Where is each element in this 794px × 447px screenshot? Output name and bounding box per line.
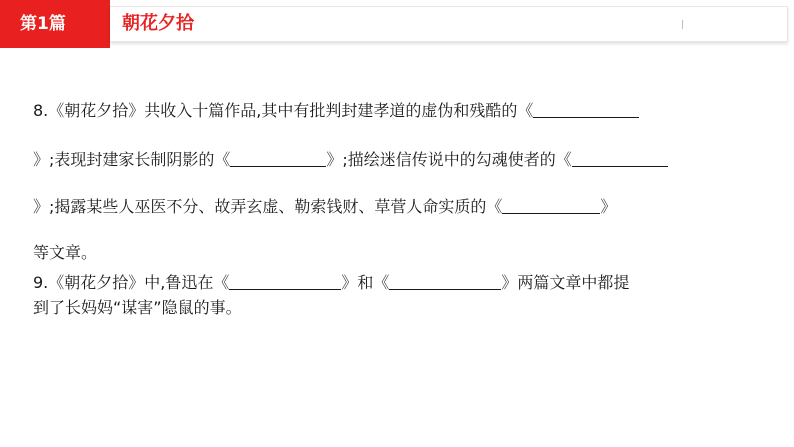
q8-line-4-text: 等文章。 — [33, 243, 98, 262]
answer-blank-1[interactable] — [533, 103, 639, 118]
answer-blank-5[interactable] — [229, 275, 341, 290]
answer-blank-4[interactable] — [502, 199, 600, 214]
q8-line-3 — [33, 197, 616, 217]
q8-line-3-text-b: 》 — [600, 197, 617, 216]
header-bar — [0, 0, 794, 48]
q8-line-1 — [33, 101, 639, 121]
title-box — [110, 6, 788, 42]
chapter-tab[interactable] — [0, 0, 110, 48]
q9-line-1-text-b: 》和《 — [341, 273, 390, 292]
q9-line-1 — [33, 273, 629, 293]
q8-line-2-text-b: 》;描绘迷信传说中的勾魂使者的《 — [326, 150, 572, 169]
page-title: 朝花夕拾 — [122, 13, 194, 34]
answer-blank-6[interactable] — [389, 275, 501, 290]
answer-blank-3[interactable] — [572, 152, 668, 167]
divider-tick — [682, 20, 683, 29]
q9-line-1-text-a: 9.《朝花夕拾》中,鲁迅在《 — [33, 273, 230, 292]
q8-line-4 — [33, 243, 97, 263]
q8-line-2 — [33, 150, 668, 170]
q9-line-2 — [33, 298, 242, 318]
chapter-tab-label: 第1篇 — [20, 14, 66, 34]
q8-line-2-text-a: 》;表现封建家长制阴影的《 — [33, 150, 231, 169]
answer-blank-2[interactable] — [230, 152, 326, 167]
q9-line-2-text: 到了长妈妈“谋害”隐鼠的事。 — [33, 298, 242, 317]
q8-line-3-text-a: 》;揭露某些人巫医不分、故弄玄虚、勒索钱财、草菅人命实质的《 — [33, 197, 503, 216]
q8-line-1-text: 8.《朝花夕拾》共收入十篇作品,其中有批判封建孝道的虚伪和残酷的《 — [33, 101, 534, 120]
q9-line-1-text-c: 》两篇文章中都提 — [501, 273, 630, 292]
